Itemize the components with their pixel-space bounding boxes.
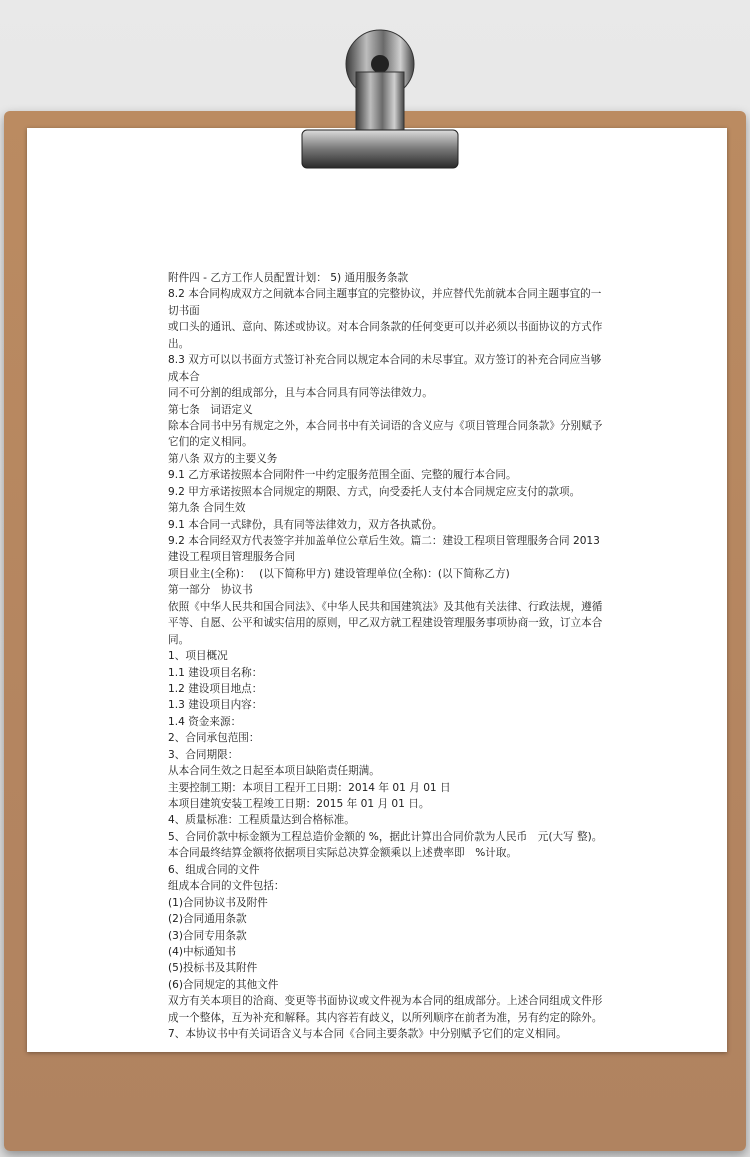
- text-line: 第七条 词语定义: [168, 403, 253, 416]
- text-line: 从本合同生效之日起至本项目缺陷责任期满。: [168, 765, 380, 778]
- text-line: 1.1 建设项目名称：: [168, 666, 263, 679]
- text-line: 双方有关本项目的洽商、变更等书面协议或文件视为本合同的组成部分。上述合同组成文件形: [168, 995, 603, 1008]
- text-line: 7、本协议书中有关词语含义与本合同《合同主要条款》中分别赋予它们的定义相同。: [168, 1028, 567, 1041]
- text-line: (2)合同通用条款: [168, 913, 247, 926]
- text-line: 9.2 本合同经双方代表签字并加盖单位公章后生效。篇二：建设工程项目管理服务合同 2013: [168, 535, 600, 547]
- text-line: 1.3 建设项目内容：: [168, 699, 263, 712]
- text-line: 切书面: [168, 304, 200, 317]
- text-line: 同不可分割的组成部分，且与本合同具有同等法律效力。: [168, 387, 433, 400]
- text-line: 8.2 本合同构成双方之间就本合同主题事宜的完整协议，并应替代先前就本合同主题事宜的一: [168, 288, 602, 301]
- text-line: 平等、自愿、公平和诚实信用的原则，甲乙双方就工程建设管理服务事项协商一致，订立本合: [168, 617, 603, 630]
- text-line: 9.1 本合同一式肆份，具有同等法律效力，双方各执贰份。: [168, 518, 443, 531]
- text-line: 成本合: [168, 370, 200, 383]
- text-line: 本项目建筑安装工程竣工日期：2015 年 01 月 01 日。: [168, 798, 430, 810]
- text-line: 第九条 合同生效: [168, 502, 246, 515]
- text-line: 2、合同承包范围：: [168, 732, 260, 745]
- text-line: 项目业主(全称)： (以下简称甲方) 建设管理单位(全称)：(以下简称乙方): [168, 567, 510, 580]
- text-line: 第八条 双方的主要义务: [168, 452, 278, 465]
- text-line: 组成本合同的文件包括：: [168, 880, 285, 893]
- text-line: 9.2 甲方承诺按照本合同规定的期限、方式，向受委托人支付本合同规定应支付的款项。: [168, 485, 581, 498]
- text-line: (1)合同协议书及附件: [168, 896, 268, 909]
- text-line: 它们的定义相同。: [168, 436, 253, 449]
- text-line: (6)合同规定的其他文件: [168, 978, 279, 991]
- document-body: [168, 270, 603, 1043]
- text-line: 5、合同价款中标金额为工程总造价金额的 %，据此计算出合同价款为人民币 元(大写 整)。: [168, 830, 603, 843]
- text-line: 6、组成合同的文件: [168, 863, 260, 876]
- text-line: 4、质量标准：工程质量达到合格标准。: [168, 814, 355, 827]
- text-line: 或口头的通讯、意向、陈述或协议。对本合同条款的任何变更可以并必须以书面协议的方式作: [168, 321, 603, 334]
- text-line: 1、项目概况: [168, 650, 228, 663]
- text-line: 依照《中华人民共和国合同法》、《中华人民共和国建筑法》及其他有关法律、行政法规，遵循: [168, 600, 603, 613]
- text-line: 本合同最终结算金额将依据项目实际总决算金额乘以上述费率即 %计取。: [168, 847, 518, 860]
- text-line: 出。: [168, 337, 190, 350]
- text-line: 9.1 乙方承诺按照本合同附件一中约定服务范围全面、完整的履行本合同。: [168, 469, 517, 482]
- text-line: 建设工程项目管理服务合同: [168, 551, 296, 564]
- text-line: 3、合同期限：: [168, 748, 239, 761]
- text-line: 1.4 资金来源：: [168, 715, 242, 728]
- binder-clip-icon: [298, 22, 462, 172]
- text-line: 成一个整体，互为补充和解释。其内容若有歧义，以所列顺序在前者为准，另有约定的除外。: [168, 1011, 603, 1024]
- text-line: (5)投标书及其附件: [168, 962, 258, 975]
- text-line: 第一部分 协议书: [168, 584, 253, 597]
- text-line: (3)合同专用条款: [168, 929, 247, 942]
- text-line: 主要控制工期：本项目工程开工日期：2014 年 01 月 01 日: [168, 781, 451, 794]
- text-line: 1.2 建设项目地点：: [168, 682, 263, 695]
- text-line: 附件四 - 乙方工作人员配置计划： 5) 通用服务条款: [168, 272, 409, 284]
- text-line: (4)中标通知书: [168, 945, 236, 958]
- text-line: 8.3 双方可以以书面方式签订补充合同以规定本合同的未尽事宜。双方签订的补充合同应当够: [168, 354, 602, 367]
- text-line: 同。: [168, 633, 190, 646]
- text-line: 除本合同书中另有规定之外，本合同书中有关词语的含义应与《项目管理合同条款》分别赋予: [168, 419, 603, 432]
